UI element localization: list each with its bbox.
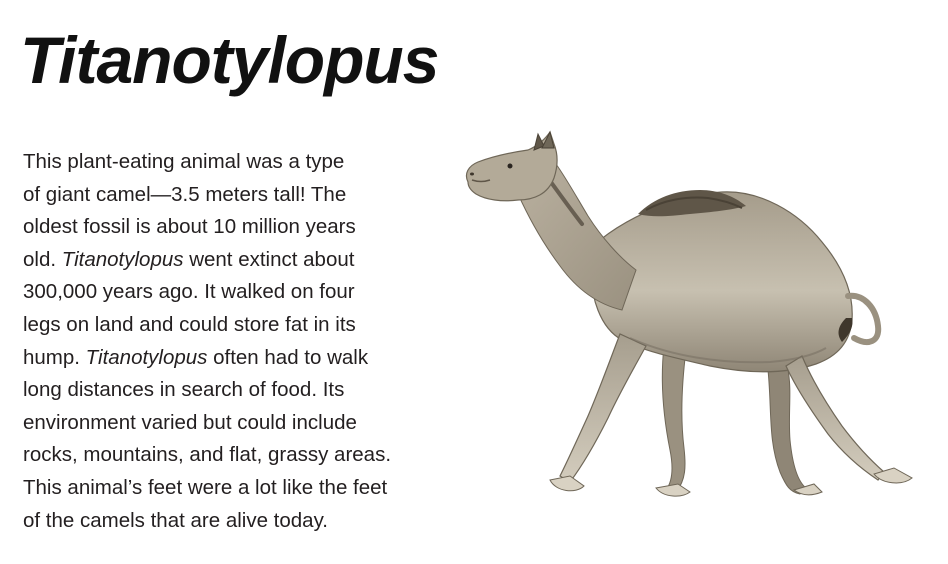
text-run: 300,000 years ago. It walked on four bbox=[23, 280, 355, 304]
text-run: legs on land and could store fat in its bbox=[23, 312, 356, 336]
paragraph-line bbox=[23, 439, 443, 472]
text-run: This animal’s feet were a lot like the feet bbox=[23, 475, 388, 499]
description-paragraph bbox=[23, 146, 443, 537]
paragraph-line bbox=[23, 146, 443, 179]
paragraph-line bbox=[23, 407, 443, 440]
italic-name: Titanotylopus bbox=[61, 247, 184, 271]
text-run: often had to walk bbox=[207, 345, 369, 369]
paragraph-line bbox=[23, 374, 443, 407]
paragraph-line bbox=[23, 472, 443, 505]
text-run: long distances in search of food. Its bbox=[23, 378, 345, 402]
text-run: This plant-eating animal was a type bbox=[23, 150, 345, 173]
text-run: old. bbox=[23, 247, 62, 271]
paragraph-line bbox=[23, 276, 443, 309]
page-title: Titanotylopus bbox=[20, 23, 439, 97]
paragraph-line bbox=[23, 309, 443, 342]
paragraph-line bbox=[23, 342, 443, 375]
camel-illustration bbox=[450, 120, 930, 520]
paragraph-line bbox=[23, 211, 443, 244]
text-run: of giant camel—3.5 meters tall! The bbox=[23, 182, 347, 206]
text-run: rocks, mountains, and flat, grassy areas. bbox=[23, 443, 392, 467]
text-run: environment varied but could include bbox=[23, 410, 357, 434]
paragraph-line bbox=[23, 244, 443, 277]
paragraph-line bbox=[23, 179, 443, 212]
camel-icon bbox=[450, 120, 930, 520]
text-run: went extinct about bbox=[183, 247, 355, 271]
text-run: of the camels that are alive today. bbox=[23, 508, 329, 532]
paragraph-line bbox=[23, 505, 443, 538]
italic-name: Titanotylopus bbox=[85, 345, 208, 369]
text-run: oldest fossil is about 10 million years bbox=[23, 215, 356, 239]
text-run: hump. bbox=[23, 345, 86, 369]
